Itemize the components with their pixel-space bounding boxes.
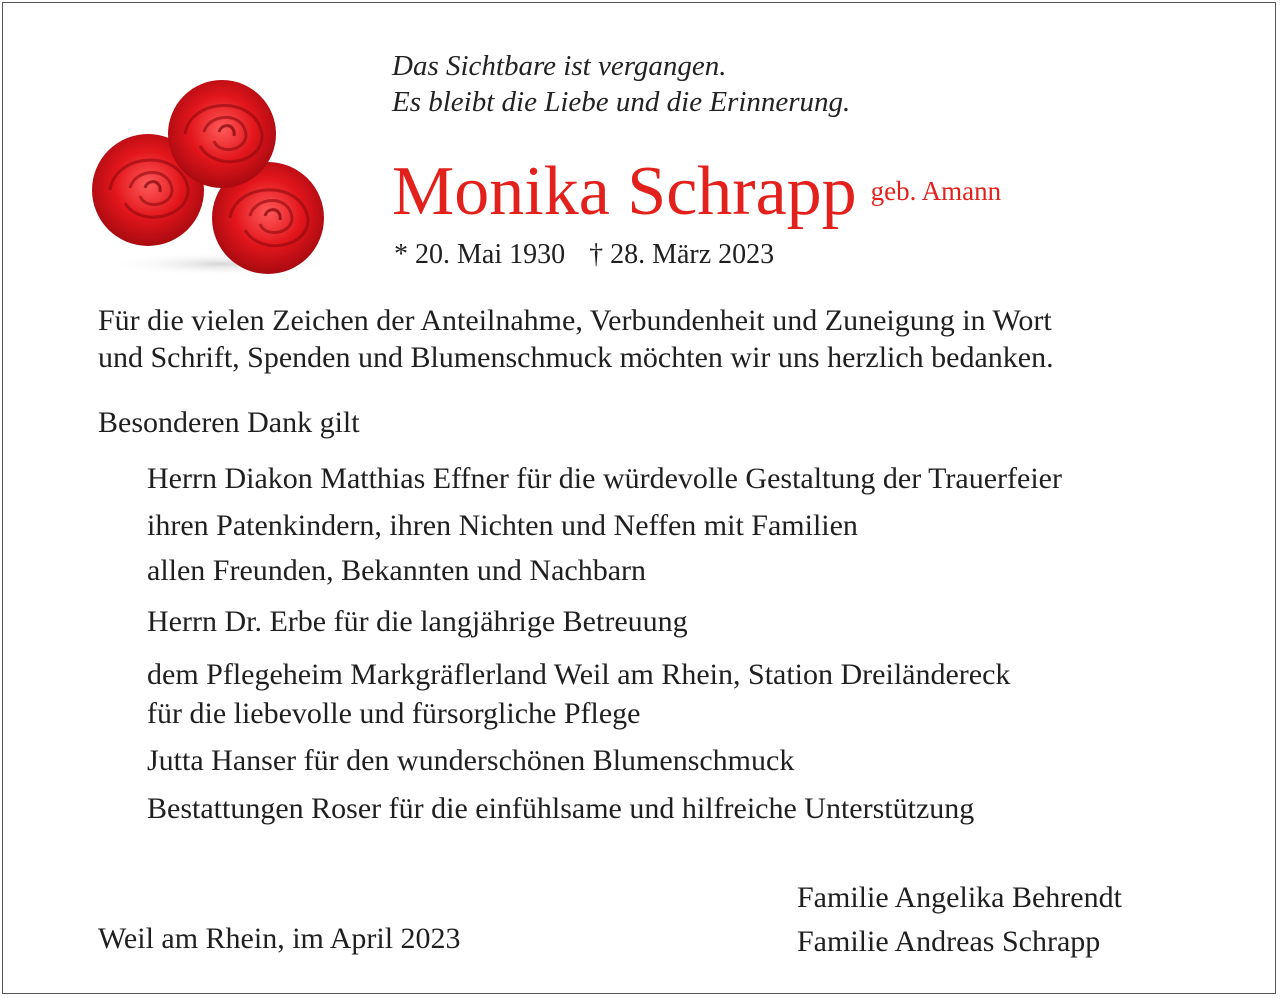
red-roses-icon <box>90 78 330 278</box>
acknowledgement-item: allen Freunden, Bekannten und Nachbarn <box>147 554 646 587</box>
motto-line-2: Es bleibt die Liebe und die Erinnerung. <box>392 86 851 118</box>
acknowledgement-item: dem Pflegeheim Markgräflerland Weil am Rhein, Station Dreiländereck <box>147 658 1011 691</box>
acknowledgement-item: ihren Patenkindern, ihren Nichten und Neffen mit Familien <box>147 509 858 542</box>
deceased-name: Monika Schrapp <box>392 153 857 230</box>
life-dates <box>394 238 774 272</box>
death-date: † 28. März 2023 <box>589 239 775 270</box>
motto <box>392 48 850 120</box>
acknowledgement-item: für die liebevolle und fürsorgliche Pflege <box>147 697 641 730</box>
motto-line-1: Das Sichtbare ist vergangen. <box>392 50 727 82</box>
thanks-paragraph <box>98 302 1054 376</box>
special-thanks-heading: Besonderen Dank gilt <box>98 406 360 439</box>
thanks-line-1: Für die vielen Zeichen der Anteilnahme, Verbundenheit und Zuneigung in Wort <box>98 304 1052 337</box>
deceased-heading <box>392 150 1001 234</box>
acknowledgement-item: Jutta Hanser für den wunderschönen Blumenschmuck <box>147 744 795 777</box>
signatory: Familie Andreas Schrapp <box>797 925 1101 958</box>
signatories <box>797 876 1122 964</box>
acknowledgement-item: Herrn Dr. Erbe für die langjährige Betreuung <box>147 605 688 638</box>
signatory: Familie Angelika Behrendt <box>797 881 1122 914</box>
birth-date: * 20. Mai 1930 <box>394 239 566 270</box>
maiden-name: geb. Amann <box>870 176 1002 206</box>
thanks-line-2: und Schrift, Spenden und Blumenschmuck möchten wir uns herzlich bedanken. <box>98 341 1054 374</box>
place-and-date: Weil am Rhein, im April 2023 <box>98 922 461 955</box>
acknowledgement-item: Bestattungen Roser für die einfühlsame und hilfreiche Unterstützung <box>147 792 975 825</box>
acknowledgement-item: Herrn Diakon Matthias Effner für die würdevolle Gestaltung der Trauerfeier <box>147 462 1062 495</box>
